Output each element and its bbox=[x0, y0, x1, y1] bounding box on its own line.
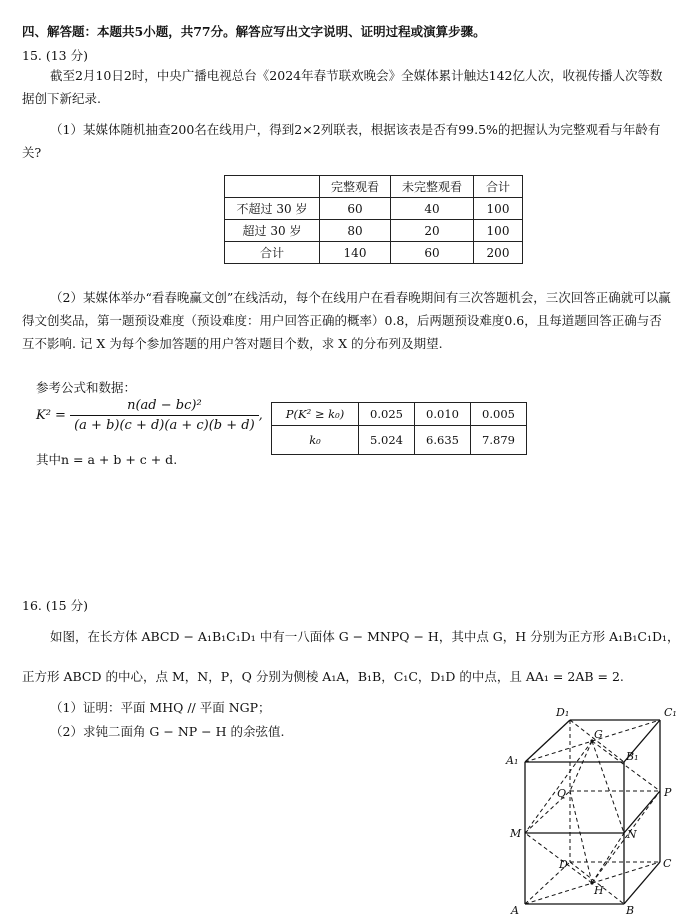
table-cell: 100 bbox=[474, 220, 523, 242]
label-B1: B₁ bbox=[626, 750, 639, 763]
table-cell: 超过 30 岁 bbox=[225, 220, 320, 242]
formula-tail: , bbox=[258, 408, 263, 423]
formula-denominator: (a + b)(c + d)(a + c)(b + d) bbox=[74, 418, 255, 433]
label-D: D bbox=[559, 858, 568, 871]
label-A: A bbox=[511, 904, 519, 917]
table-cell: 200 bbox=[474, 242, 523, 264]
table-cell bbox=[225, 176, 320, 198]
label-M: M bbox=[510, 827, 522, 840]
table-cell: 0.025 bbox=[359, 403, 415, 426]
label-C1: C₁ bbox=[664, 706, 677, 719]
formula-fraction bbox=[70, 398, 259, 433]
table-cell: P(K² ≥ k₀) bbox=[272, 403, 359, 426]
table-row bbox=[225, 220, 523, 242]
q16-label: 16. (15 分) bbox=[22, 598, 88, 613]
table-cell: 0.005 bbox=[471, 403, 527, 426]
q16-line1: 如图，在长方体 ABCD − A₁B₁C₁D₁ 中有一八面体 G − MNPQ − H，其中点 G，H 分别为正方形 A₁B₁C₁D₁， bbox=[50, 629, 680, 644]
table-cell: 20 bbox=[391, 220, 474, 242]
reference-title: 参考公式和数据： bbox=[36, 380, 137, 395]
k-squared-formula bbox=[36, 398, 263, 433]
table-cell: k₀ bbox=[272, 426, 359, 455]
table-row bbox=[272, 426, 527, 455]
table-header-cell: 未完整观看 bbox=[391, 176, 474, 198]
label-P: P bbox=[664, 786, 672, 799]
table-cell: 0.010 bbox=[415, 403, 471, 426]
label-C: C bbox=[663, 857, 672, 870]
label-B: B bbox=[626, 904, 635, 917]
cuboid-octahedron-figure bbox=[500, 704, 690, 919]
table-cell: 40 bbox=[391, 198, 474, 220]
label-H: H bbox=[594, 884, 604, 897]
table-cell: 100 bbox=[474, 198, 523, 220]
table-cell: 5.024 bbox=[359, 426, 415, 455]
critical-values-table bbox=[271, 402, 527, 455]
table-header-row bbox=[225, 176, 523, 198]
formula-where: 其中n = a + b + c + d. bbox=[36, 452, 178, 467]
table-cell: 不超过 30 岁 bbox=[225, 198, 320, 220]
table-row bbox=[272, 403, 527, 426]
q15-intro: 截至2月10日2时，中央广播电视总台《2024年春节联欢晚会》全媒体累计触达142亿人次，收视传播人次等数据创下新纪录. bbox=[22, 68, 663, 106]
formula-lhs: K² = bbox=[36, 408, 66, 423]
q16-part2: （2）求钝二面角 G − NP − H 的余弦值. bbox=[50, 724, 285, 739]
q15-part2: （2）某媒体举办“看春晚赢文创”在线活动，每个在线用户在看春晚期间有三次答题机会，三次回答正确就可以赢得文创奖品，第一题预设难度（预设难度：用户回答正确的概率）0.8，后两题预设难度0.6，且每道题回答正确与否互不影响. 记 X 为每个参加答题的用户答对题目个数，求 X 的分布列及期望. bbox=[22, 290, 671, 351]
table-cell: 140 bbox=[320, 242, 391, 264]
table-cell: 60 bbox=[391, 242, 474, 264]
label-Q: Q bbox=[557, 787, 567, 800]
formula-numerator: n(ad − bc)² bbox=[70, 398, 259, 416]
q15-label: 15. (13 分) bbox=[22, 48, 88, 63]
label-N: N bbox=[627, 828, 637, 841]
section-header: 四、解答题：本题共5小题，共77分。解答应写出文字说明、证明过程或演算步骤。 bbox=[22, 24, 486, 39]
q16-part1: （1）证明：平面 MHQ // 平面 NGP； bbox=[50, 700, 271, 715]
contingency-table bbox=[224, 175, 523, 264]
table-cell: 7.879 bbox=[471, 426, 527, 455]
table-row bbox=[225, 242, 523, 264]
table-cell: 80 bbox=[320, 220, 391, 242]
table-header-cell: 合计 bbox=[474, 176, 523, 198]
label-D1: D₁ bbox=[556, 706, 570, 719]
label-A1: A₁ bbox=[506, 754, 519, 767]
q15-part1: （1）某媒体随机抽查200名在线用户，得到2×2列联表，根据该表是否有99.5%的把握认为完整观看与年龄有关? bbox=[22, 122, 661, 160]
table-row bbox=[225, 198, 523, 220]
q16-line2: 正方形 ABCD 的中心，点 M，N，P，Q 分别为侧棱 A₁A，B₁B，C₁C，D₁D 的中点，且 AA₁ = 2AB = 2. bbox=[22, 669, 624, 684]
table-cell: 合计 bbox=[225, 242, 320, 264]
table-cell: 60 bbox=[320, 198, 391, 220]
table-header-cell: 完整观看 bbox=[320, 176, 391, 198]
label-G: G bbox=[594, 728, 603, 741]
table-cell: 6.635 bbox=[415, 426, 471, 455]
